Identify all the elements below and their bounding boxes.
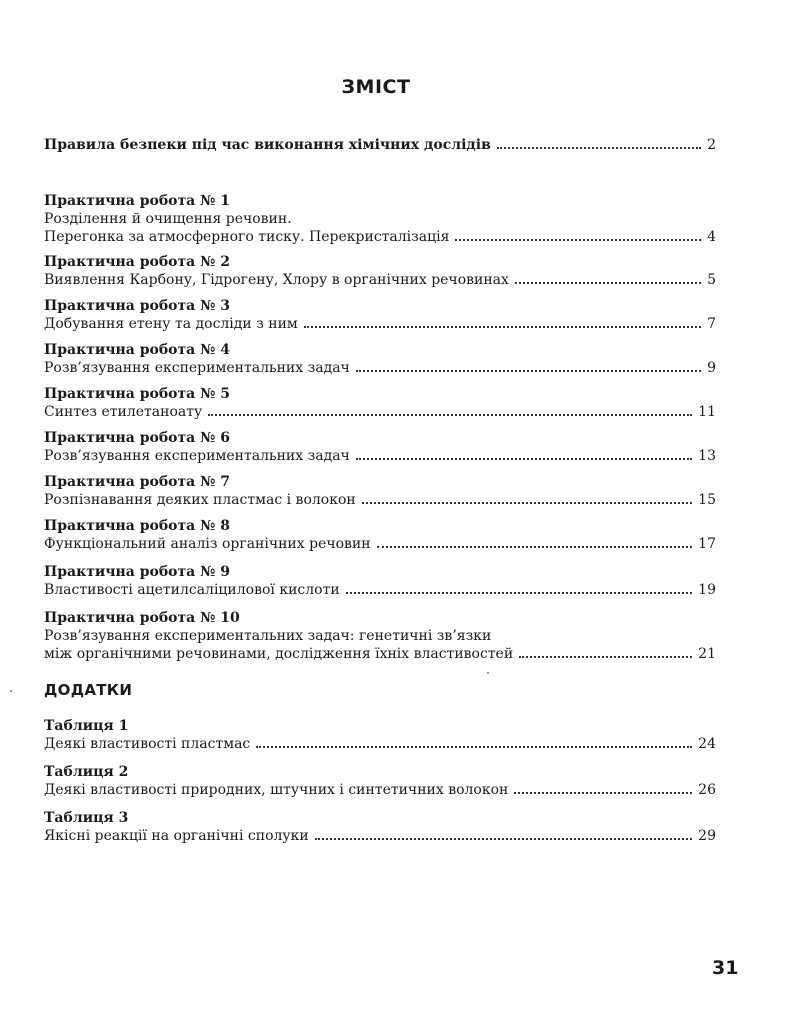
toc-line	[44, 581, 716, 599]
entry-heading: Практична робота № 5	[44, 386, 230, 402]
toc-line	[44, 228, 716, 246]
entry-text: Якісні реакції на органічні сполуки	[44, 828, 309, 844]
entry-heading: Таблиця 2	[44, 764, 129, 780]
toc-line	[44, 447, 716, 465]
toc-line	[44, 403, 716, 421]
entry-heading: Таблиця 1	[44, 718, 129, 734]
entry-text: Деякі властивості природних, штучних і синтетичних волокон	[44, 782, 509, 798]
entry-page: 19	[698, 582, 716, 598]
entry-page: 13	[698, 448, 716, 464]
entry-page: 21	[698, 646, 716, 662]
toc-line	[44, 735, 716, 753]
toc-entry-work-4[interactable]	[44, 341, 716, 377]
dot-leader	[515, 282, 701, 284]
dot-leader	[356, 458, 692, 460]
toc-line	[44, 645, 716, 663]
toc-entry-work-9[interactable]	[44, 563, 716, 599]
toc-entry-work-2[interactable]	[44, 253, 716, 289]
dot-leader	[497, 147, 701, 149]
entry-page: 29	[698, 828, 716, 844]
dot-leader	[455, 239, 701, 241]
dot-leader	[356, 370, 701, 372]
entry-page: 17	[698, 536, 716, 552]
toc-entry-work-1[interactable]	[44, 192, 716, 246]
entry-page: 7	[707, 316, 716, 332]
toc-entry-work-5[interactable]	[44, 385, 716, 421]
dot-leader	[362, 502, 692, 504]
entry-heading: Практична робота № 10	[44, 610, 240, 626]
entry-heading: Практична робота № 7	[44, 474, 230, 490]
appendix-heading: ДОДАТКИ	[44, 681, 133, 699]
entry-page: 9	[707, 360, 716, 376]
entry-heading: Практична робота № 4	[44, 342, 230, 358]
entry-text: Розділення й очищення речовин.	[44, 211, 292, 227]
toc-line	[44, 781, 716, 799]
toc-line	[44, 359, 716, 377]
toc-line	[44, 271, 716, 289]
entry-page: 4	[707, 229, 716, 245]
toc-line	[44, 827, 716, 845]
toc-line	[44, 491, 716, 509]
entry-heading: Практична робота № 2	[44, 254, 230, 270]
dot-leader	[256, 746, 692, 748]
toc-entry-work-10[interactable]	[44, 609, 716, 663]
dot-leader	[304, 326, 701, 328]
entry-text: Властивості ацетилсаліцилової кислоти	[44, 582, 340, 598]
entry-text: Розв’язування експериментальних задач	[44, 448, 350, 464]
entry-text: Деякі властивості пластмас	[44, 736, 251, 752]
entry-text: Розв’язування експериментальних задач	[44, 360, 350, 376]
dot-leader	[208, 414, 692, 416]
toc-entry-table-3[interactable]	[44, 809, 716, 845]
entry-heading: Таблиця 3	[44, 810, 129, 826]
entry-text: Розпізнавання деяких пластмас і волокон	[44, 492, 356, 508]
scan-speck	[487, 672, 489, 674]
entry-heading: Практична робота № 6	[44, 430, 230, 446]
entry-text: Правила безпеки під час виконання хімічних дослідів	[44, 137, 491, 153]
entry-text: Перегонка за атмосферного тиску. Перекристалізація	[44, 229, 450, 245]
entry-page: 2	[707, 137, 716, 153]
entry-text: Функціональний аналіз органічних речовин	[44, 536, 371, 552]
toc-line	[44, 136, 716, 154]
page-title: ЗМІСТ	[341, 76, 411, 98]
toc-entry-table-1[interactable]	[44, 717, 716, 753]
entry-text: Виявлення Карбону, Гідрогену, Хлору в органічних речовинах	[44, 272, 509, 288]
toc-entry-safety[interactable]	[44, 136, 716, 154]
entry-heading: Практична робота № 9	[44, 564, 230, 580]
toc-entry-work-3[interactable]	[44, 297, 716, 333]
page-number: 31	[712, 957, 739, 979]
entry-text: Синтез етилетаноату	[44, 404, 203, 420]
toc-line	[44, 535, 716, 553]
entry-page: 15	[698, 492, 716, 508]
dot-leader	[377, 546, 693, 548]
dot-leader	[346, 592, 693, 594]
entry-heading: Практична робота № 8	[44, 518, 230, 534]
dot-leader	[519, 656, 692, 658]
entry-text: Розв’язування експериментальних задач: генетичні зв’язки	[44, 628, 492, 644]
entry-page: 5	[707, 272, 716, 288]
entry-text: між органічними речовинами, дослідження їхніх властивостей	[44, 646, 514, 662]
entry-page: 11	[698, 404, 716, 420]
entry-heading: Практична робота № 3	[44, 298, 230, 314]
entry-page: 24	[698, 736, 716, 752]
entry-page: 26	[698, 782, 716, 798]
toc-entry-work-7[interactable]	[44, 473, 716, 509]
scan-speck	[10, 690, 12, 692]
toc-entry-work-6[interactable]	[44, 429, 716, 465]
toc-line	[44, 315, 716, 333]
dot-leader	[514, 792, 692, 794]
entry-text: Добування етену та досліди з ним	[44, 316, 298, 332]
dot-leader	[315, 838, 692, 840]
toc-entry-work-8[interactable]	[44, 517, 716, 553]
toc-entry-table-2[interactable]	[44, 763, 716, 799]
entry-heading: Практична робота № 1	[44, 193, 230, 209]
